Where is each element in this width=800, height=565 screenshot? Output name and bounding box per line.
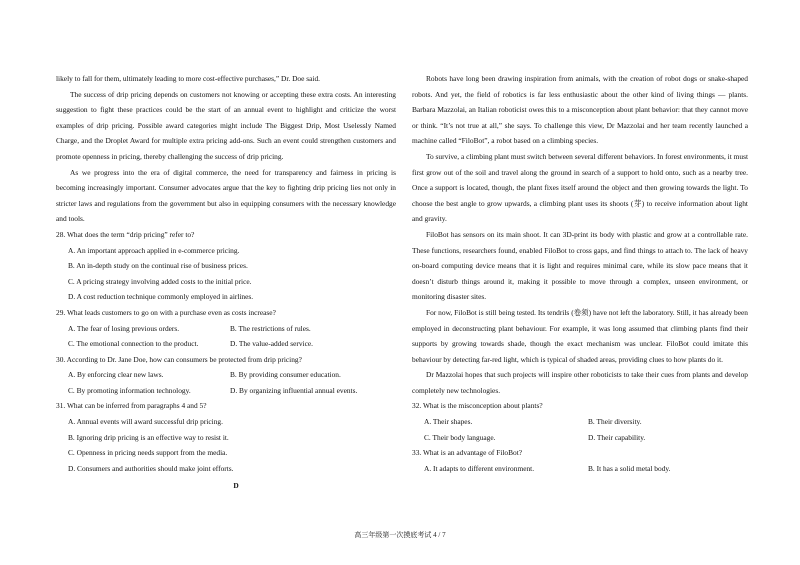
- page-footer: 高三年级第一次摸底考试 4 / 7: [354, 531, 446, 539]
- option-c: C. By promoting information technology.: [68, 385, 191, 395]
- option-a: A. Their shapes.: [424, 417, 473, 427]
- option-b: B. An in-depth study on the continual rise of business prices.: [68, 261, 248, 271]
- option-d: D. The value-added service.: [230, 339, 313, 349]
- paragraph: To survive, a climbing plant must switch between several different behaviors. In forest environments, it must first grow out of the soil and travel along the ground in search of a support to hold onto, such as a nearby tree. Once a support is located, though, the plant fixes itself around the object and then growing towards the light. To choose the best angle to grow upwards, a climbing plant uses its shoots (芽) to receive information about light and gravity.: [412, 151, 748, 224]
- question-stem: 31. What can be inferred from paragraphs 4 and 5?: [56, 401, 207, 411]
- option-a: A. An important approach applied in e-commerce pricing.: [68, 245, 240, 255]
- option-b: B. Their diversity.: [588, 417, 642, 427]
- question-stem: 33. What is an advantage of FiloBot?: [412, 448, 523, 458]
- paragraph: Robots have long been drawing inspiration from animals, with the creation of robot dogs or snake-shaped robots. And yet, the field of robotics is far less enthusiastic about the other kind of living things — plants. Barbara Mazzolai, an Italian roboticist owes this to a misconception about plant behavior: that they cannot move or think. “It’s not true at all,” she says. To challenge this view, Dr Mazzolai and her team recently launched a machine called “FiloBot”, a robot based on a climbing species.: [412, 74, 748, 146]
- paragraph: The success of drip pricing depends on customers not knowing or accepting these extra costs. An interesting suggestion to fight these practices could be the start of an annual event to highlight and criticize the worst examples of drip pricing. Possible award categories might include The Biggest Drip, Most Uselessly Named Charge, and the Droplet Award for multiple extra pricing add-ons. Such an event could strengthen customers and promote openness in pricing, thereby challenging the success of drip pricing.: [56, 89, 396, 161]
- question-30: [56, 352, 396, 399]
- option-d: D. Consumers and authorities should make joint efforts.: [68, 463, 234, 473]
- question-33: [412, 445, 748, 476]
- option-b: B. Ignoring drip pricing is an effective way to resist it.: [68, 432, 229, 442]
- option-b: B. The restrictions of rules.: [230, 323, 311, 333]
- question-31: [56, 398, 396, 476]
- option-d: D. By organizing influential annual events.: [230, 385, 358, 395]
- option-d: D. Their capability.: [588, 432, 646, 442]
- left-column: [56, 71, 396, 494]
- option-d: D. A cost reduction technique commonly employed in airlines.: [68, 292, 254, 302]
- option-c: C. Their body language.: [424, 432, 496, 442]
- paragraph: Dr Mazzolai hopes that such projects will inspire other roboticists to take their cues from plants and develop completely new technologies.: [412, 370, 748, 395]
- option-a: A. It adapts to different environment.: [424, 463, 535, 473]
- option-c: C. A pricing strategy involving added costs to the initial price.: [68, 276, 252, 286]
- paragraph: FiloBot has sensors on its main shoot. It can 3D-print its body with plastic and grow at a controllable rate. These functions, researchers found, enabled FiloBot to cross gaps, and find things to attach to. The lack of heavy on-board computing device means that it is light and requires minimal care, while its slow pace means that it doesn’t disturb things around it, making it possible to move through a complex, unseen environment, or monitoring disaster sites.: [412, 229, 748, 302]
- option-b: B. By providing consumer education.: [230, 370, 341, 380]
- paragraph: likely to fall for them, ultimately leading to more cost-effective purchases,” Dr. Doe said.: [56, 74, 320, 83]
- section-heading: D: [233, 481, 239, 491]
- option-b: B. It has a solid metal body.: [588, 463, 671, 473]
- right-column: [412, 71, 748, 476]
- question-28: [56, 227, 396, 305]
- question-stem: 29. What leads customers to go on with a purchase even as costs increase?: [56, 307, 276, 317]
- paragraph: For now, FiloBot is still being tested. Its tendrils (卷须) have not left the laboratory. Still, it has already been employed in deconstructing plant behaviour. For example, it was long assumed that climbing plants find their supports by growing towards shade, though the exact mechanism was unclear. FiloBot could imitate this behaviour by detecting far-red light, which is typical of shaded areas, providing clues to how plants do it.: [412, 307, 748, 364]
- question-32: [412, 398, 748, 445]
- question-stem: 32. What is the misconception about plants?: [412, 401, 543, 411]
- option-a: A. The fear of losing previous orders.: [68, 323, 180, 333]
- option-a: A. By enforcing clear new laws.: [68, 370, 164, 380]
- option-c: C. The emotional connection to the product.: [68, 339, 199, 349]
- option-a: A. Annual events will award successful drip pricing.: [68, 417, 223, 427]
- paragraph: As we progress into the era of digital commerce, the need for transparency and fairness in pricing is becoming increasingly important. Consumer advocates argue that the key to fighting drip pricing lies not only in stricter laws and regulations from the government but also in equipping consumers with the necessary knowledge and tools.: [56, 167, 396, 224]
- question-stem: 30. According to Dr. Jane Doe, how can consumers be protected from drip pricing?: [56, 354, 302, 364]
- question-29: [56, 305, 396, 352]
- option-c: C. Openness in pricing needs support from the media.: [68, 448, 228, 458]
- question-stem: 28. What does the term “drip pricing” refer to?: [56, 229, 195, 239]
